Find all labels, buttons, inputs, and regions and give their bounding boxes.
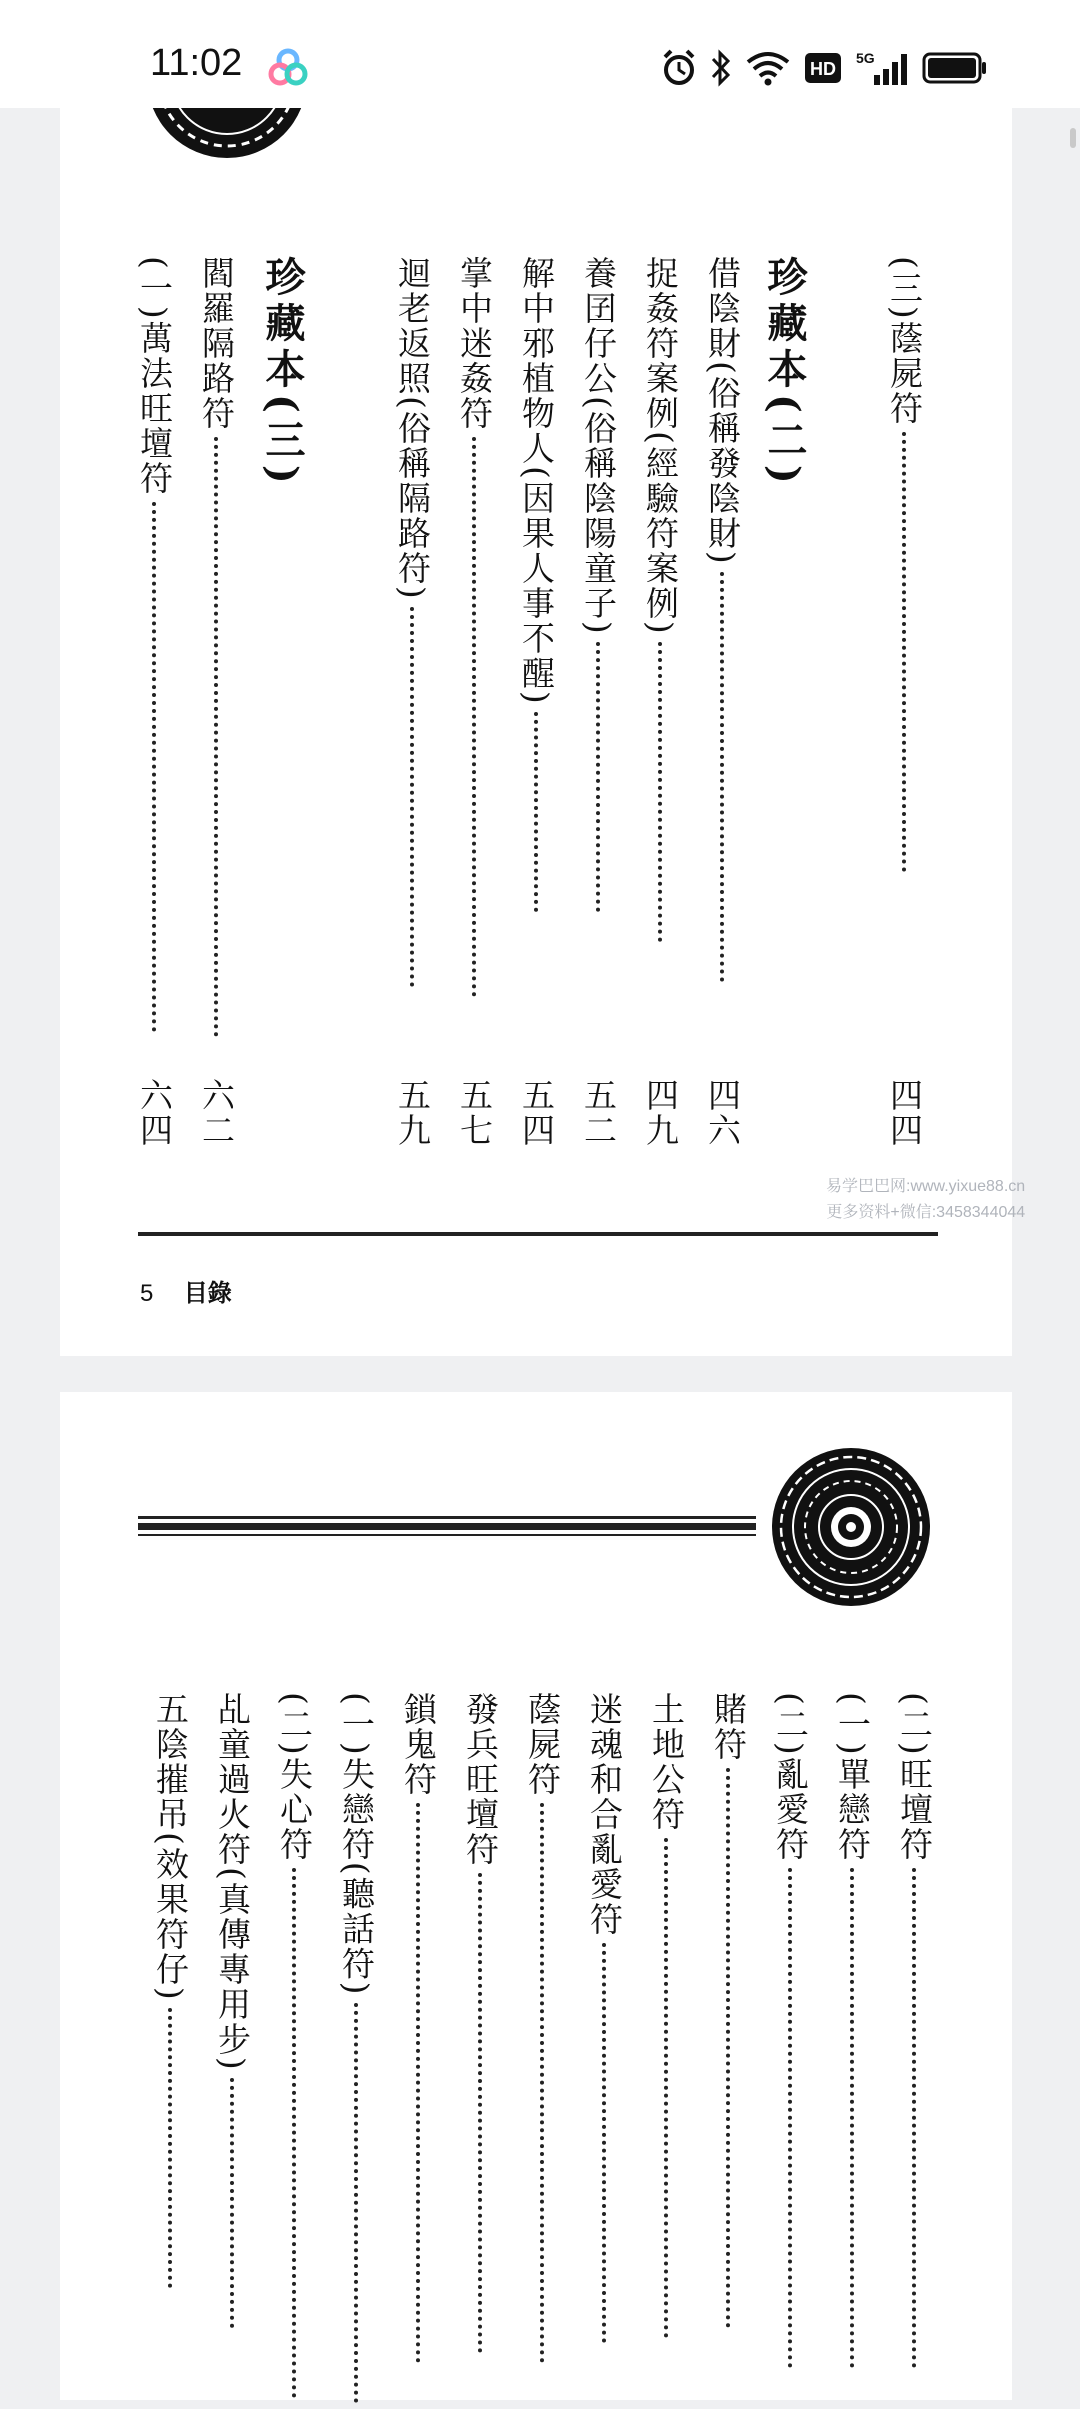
- toc-page-number: 五四: [517, 1078, 556, 1148]
- toc-page-number: 四四: [885, 1078, 924, 1148]
- rosette-emblem: [770, 1446, 932, 1608]
- toc-entry[interactable]: 借陰財(俗稱發陰財): [706, 256, 739, 988]
- hd-icon: [804, 52, 842, 84]
- toc-page-number: 六二: [197, 1078, 236, 1148]
- toc-page-number: 五二: [579, 1078, 618, 1148]
- status-bar: [0, 0, 1080, 108]
- document-page-2: [60, 1392, 1012, 2400]
- app-logo-icon: [266, 46, 310, 90]
- toc-entry[interactable]: 五陰摧吊(效果符仔): [154, 1692, 187, 2294]
- toc-entry[interactable]: (二)亂愛符: [774, 1692, 807, 2374]
- signal-5g-icon: [856, 49, 908, 87]
- toc-entry[interactable]: (三)蔭屍符: [888, 256, 921, 878]
- toc-entry[interactable]: (一)失戀符(聽話符): [340, 1692, 373, 2409]
- footer-page-number: 5: [140, 1280, 154, 1307]
- toc-entry[interactable]: 土地公符: [650, 1692, 683, 2344]
- toc-entry[interactable]: 迴老返照(俗稱隔路符): [396, 256, 429, 993]
- svg-text:HD: HD: [810, 59, 836, 79]
- footer-title: 目錄: [183, 1278, 232, 1307]
- toc-entry[interactable]: (一)單戀符: [836, 1692, 869, 2374]
- toc-entry[interactable]: 捉姦符案例(經驗符案例): [644, 256, 677, 948]
- toc-page-number: 六四: [135, 1078, 174, 1148]
- toc-entry[interactable]: 解中邪植物人(因果人事不醒): [520, 256, 553, 918]
- toc-page-number: 四九: [641, 1078, 680, 1148]
- toc-page-number: 五九: [393, 1078, 432, 1148]
- header-rule-main: [138, 1523, 756, 1530]
- bluetooth-icon: [710, 49, 732, 87]
- document-page-1: [60, 108, 1012, 1356]
- header-rule-bottom: [138, 1534, 756, 1536]
- battery-icon: [922, 52, 988, 84]
- footer-rule: [138, 1232, 938, 1236]
- toc-entry[interactable]: 閻羅隔路符: [200, 256, 233, 1043]
- header-rule-top: [138, 1516, 756, 1519]
- toc-entry[interactable]: 發兵旺壇符: [464, 1692, 497, 2359]
- toc-entry[interactable]: 乩童過火符(真傳專用步): [216, 1692, 249, 2334]
- toc-entry[interactable]: 蔭屍符: [526, 1692, 559, 2369]
- toc-page-number: 五七: [455, 1078, 494, 1148]
- wifi-icon: [746, 50, 790, 86]
- toc-entry[interactable]: 迷魂和合亂愛符: [588, 1692, 621, 2349]
- toc-page-number: 四六: [703, 1078, 742, 1148]
- toc-entry[interactable]: (二)失心符: [278, 1692, 311, 2404]
- svg-text:5G: 5G: [856, 50, 875, 66]
- status-time: 11:02: [150, 42, 243, 84]
- toc-entry[interactable]: 鎖鬼符: [402, 1692, 435, 2369]
- alarm-icon: [662, 49, 696, 87]
- watermark-line-1: 易学巴巴网:www.yixue88.cn: [826, 1178, 1026, 1195]
- section-heading: 珍藏本(二): [761, 256, 808, 490]
- toc-entry[interactable]: 養囝仔公(俗稱陰陽童子): [582, 256, 615, 918]
- section-heading: 珍藏本(三): [259, 256, 306, 490]
- watermark: [826, 1174, 1025, 1226]
- watermark-line-2: 更多资料+微信:3458344044: [826, 1204, 1026, 1221]
- toc-entry[interactable]: (一)萬法旺壇符: [138, 256, 171, 1038]
- toc-entry[interactable]: 賭符: [712, 1692, 745, 2334]
- scrollbar[interactable]: [1070, 128, 1076, 148]
- toc-entry[interactable]: 掌中迷姦符: [458, 256, 491, 1003]
- toc-entry[interactable]: (二)旺壇符: [898, 1692, 931, 2374]
- page-footer: [140, 1273, 232, 1308]
